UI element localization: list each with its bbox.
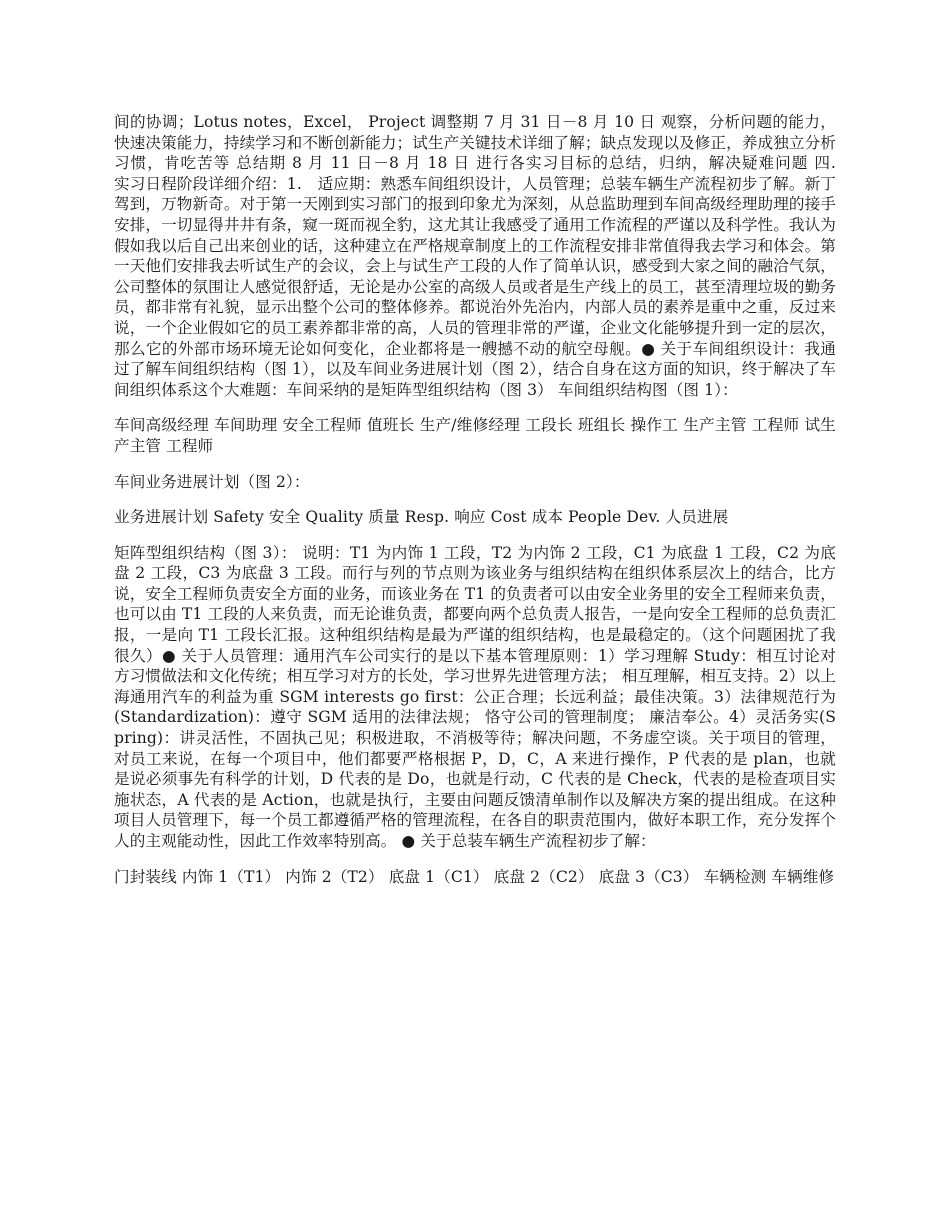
production-flow-text: 门封装线 内饰 1（T1） 内饰 2（T2） 底盘 1（C1） 底盘 2（C2） 底盘 3（C3） 车辆检测 车辆维修: [114, 867, 835, 886]
body-paragraph-1: 间的协调；Lotus notes，Excel， Project 调整期 7 月 31 日－8 月 10 日 观察，分析问题的能力，快速决策能力，持续学习和不断创新能力；试生产关键技术详细了解；缺点发现以及修正，养成独立分析习惯，肯吃苦等 总结期 8 月 11 日－8 月 18 日 进行各实习目标的总结，归纳，解决疑难问题 四. 实习日程阶段详细介绍：1. 适应期：熟悉车间组织设计，人员管理；总装车辆生产流程初步了解。新丁驾到，万物新奇。对于第一天刚到实习部门的报到印象尤为深刻，从总监助理到车间高级经理助理的接手安排，一切显得井井有条，窥一斑而视全豹，这尤其让我感受了通用工作流程的严谨以及科学性。我认为假如我以后自己出来创业的话，这种建立在严格规章制度上的工作流程安排非常值得我去学习和体会。第一天他们安排我去听试生产的会议，会上与试生产工段的人作了简单认识，感受到大家之间的融洽气氛，公司整体的氛围让人感觉很舒适，无论是办公室的高级人员或者是生产线上的员工，甚至清理垃圾的勤务员，都非常有礼貌，显示出整个公司的整体修养。都说治外先治内，内部人员的素养是重中之重，反过来说，一个企业假如它的员工素养都非常的高，人员的管理非常的严谨，企业文化能够提升到一定的层次，那么它的外部市场环境无论如何变化，企业都将是一艘撼不动的航空母舰。● 关于车间组织设计：我通过了解车间组织结构（图 1），以及车间业务进展计划（图 2），结合自身在这方面的知识，终于解决了车间组织体系这个大难题：车间采纳的是矩阵型组织结构（图 3） 车间组织结构图（图 1）：: [114, 113, 884, 399]
figure-2-caption: 车间业务进展计划（图 2）：: [114, 472, 310, 491]
document-page: [114, 112, 884, 887]
org-chart-text: 车间高级经理 车间助理 安全工程师 值班长 生产/维修经理 工段长 班组长 操作工 生产主管 工程师 试生产主管 工程师: [114, 416, 836, 455]
business-plan-text: 业务进展计划 Safety 安全 Quality 质量 Resp. 响应 Cost 成本 People Dev. 人员进展: [114, 508, 729, 527]
body-paragraph-2: 矩阵型组织结构（图 3）： 说明：T1 为内饰 1 工段，T2 为内饰 2 工段，C1 为底盘 1 工段，C2 为底盘 2 工段，C3 为底盘 3 工段。而行与列的节点则为该业务与组织结构在组织体系层次上的结合，比方说，安全工程师负责安全方面的业务，而该业务在 T1 的负责者可以由安全业务里的安全工程师来负责，也可以由 T1 工段的人来负责，而无论谁负责，都要向两个总负责人报告，一是向安全工程师的总负责汇报，一是向 T1 工段长汇报。这种组织结构是最为严谨的组织结构，也是最稳定的。（这个问题困扰了我很久）● 关于人员管理：通用汽车公司实行的是以下基本管理原则：1）学习理解 Study：相互讨论对方习惯做法和文化传统；相互学习对方的长处，学习世界先进管理方法； 相互理解，相互支持。2）以上海通用汽车的利益为重 SGM interests go first：公正合理；长远利益；最佳决策。3）法律规范行为(Standardization)：遵守 SGM 适用的法律法规； 恪守公司的管理制度； 廉洁奉公。4）灵活务实(Spring)：讲灵活性，不固执己见；积极进取，不消极等待；解决问题，不务虚空谈。关于项目的管理，对员工来说，在每一个项目中，他们都要严格根据 P，D，C，A 来进行操作，P 代表的是 plan，也就是说必须事先有科学的计划，D 代表的是 Do，也就是行动，C 代表的是 Check，代表的是检查项目实施状态，A 代表的是 Action，也就是执行，主要由问题反馈清单制作以及解决方案的提出组成。在这种项目人员管理下，每一个员工都遵循严格的管理流程，在各自的职责范围内，做好本职工作，充分发挥个人的主观能动性，因此工作效率特别高。 ● 关于总装车辆生产流程初步了解：: [114, 543, 836, 850]
